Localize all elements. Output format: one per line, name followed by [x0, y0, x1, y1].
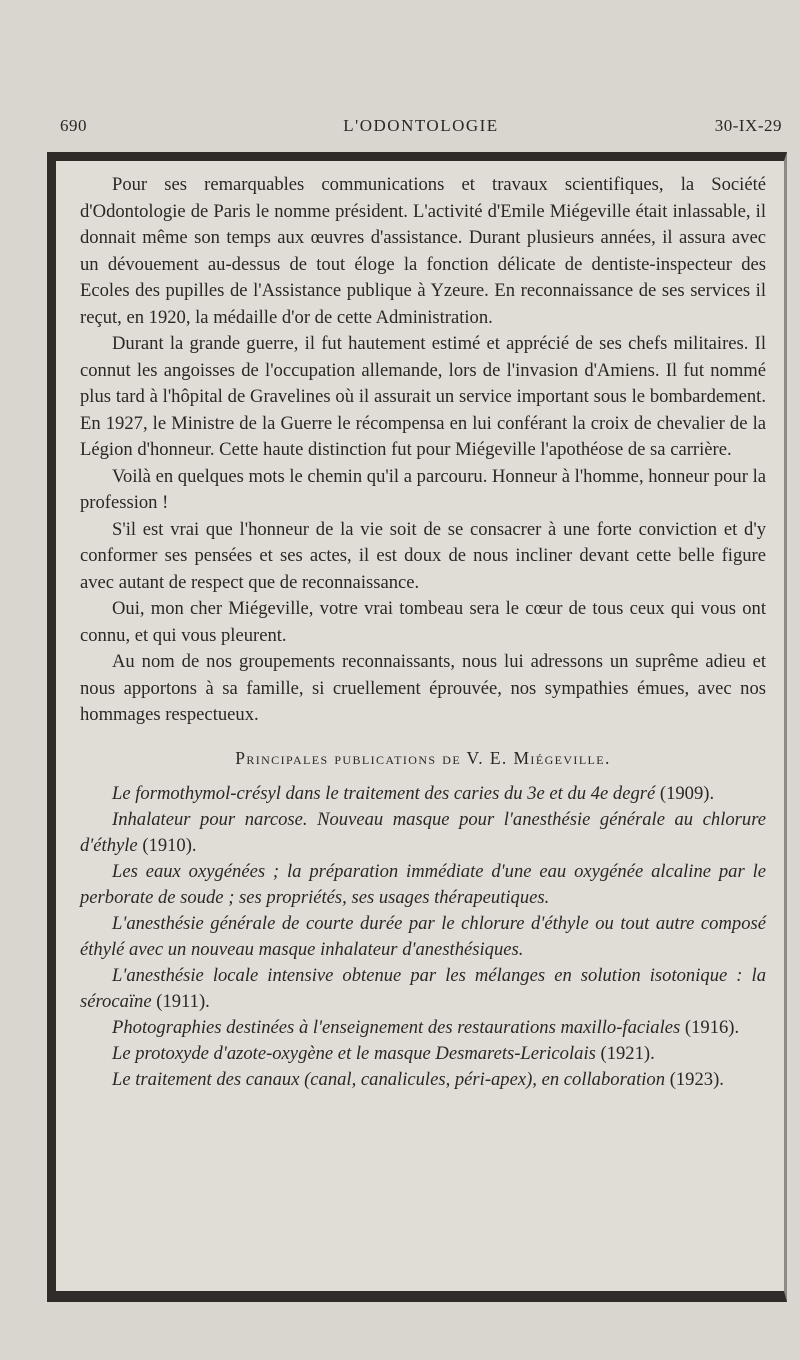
- paragraph-6: Au nom de nos groupements reconnaissants, nous lui adressons un suprême adieu et nous apportons à sa famille, si cruellement éprouvée, nos sympathies émues, avec nos hommages respectueux.: [80, 651, 766, 725]
- publication-item: [80, 807, 766, 859]
- publication-title: Le protoxyde d'azote-oxygène et le masque Desmarets-Lericolais: [112, 1043, 596, 1064]
- paragraph-2: Durant la grande guerre, il fut hautement estimé et apprécié de ses chefs militaires. Il connut les angoisses de l'occupation allemande, lors de l'invasion d'Amiens. Il fut nommé plus tard à l'hôpital de Gravelines où il assurait un service important sous le bombardement. En 1927, le Ministre de la Guerre le récompensa en lui conférant la croix de chevalier de la Légion d'honneur. Cette haute distinction fut pour Miégeville l'apothéose de sa carrière.: [80, 333, 766, 460]
- paragraph-5: Oui, mon cher Miégeville, votre vrai tombeau sera le cœur de tous ceux qui vous ont connu, et qui vous pleurent.: [80, 598, 766, 646]
- publication-item: [80, 1015, 766, 1041]
- publication-title: Inhalateur pour narcose. Nouveau masque pour l'anesthésie générale au chlorure d'éthyle: [80, 809, 766, 856]
- publication-item: [80, 1067, 766, 1093]
- publication-year: (1921).: [600, 1043, 655, 1064]
- page-header: [60, 116, 782, 140]
- publication-title: Le traitement des canaux (canal, canalicules, péri-apex), en collaboration: [112, 1069, 666, 1090]
- publication-title: Le formothymol-crésyl dans le traitement des caries du 3e et du 4e degré: [112, 783, 656, 804]
- publication-year: (1916).: [684, 1017, 740, 1038]
- article-body: [80, 172, 766, 1093]
- publication-item: [80, 1041, 766, 1067]
- publications-list: [80, 781, 766, 1093]
- publication-year: (1910).: [142, 835, 197, 856]
- paragraph-1: Pour ses remarquables communications et travaux scientifiques, la Société d'Odontologie de Paris le nomme président. L'activité d'Emile Miégeville était inlassable, il donnait même son temps aux œuvres d'assistance. Durant plusieurs années, il assura avec un dévouement au-dessus de tout éloge la fonction délicate de dentiste-inspecteur des Ecoles des pupilles de l'Assistance publique à Yzeure. En reconnaissance de ses services il reçut, en 1920, la médaille d'or de cette Administration.: [80, 174, 766, 328]
- publication-item: [80, 859, 766, 911]
- publication-item: [80, 963, 766, 1015]
- issue-date: 30-IX-29: [714, 116, 782, 135]
- publications-heading: Principales publications de V. E. Miégeville.: [235, 747, 611, 768]
- paragraph-4: S'il est vrai que l'honneur de la vie soit de se consacrer à une forte conviction et d'y conformer ses pensées et ses actes, il est doux de nous incliner devant cette belle figure avec autant de respect que de reconnaissance.: [80, 518, 766, 593]
- publication-year: (1909).: [659, 783, 715, 804]
- page-number: 690: [60, 116, 87, 135]
- publication-title: L'anesthésie locale intensive obtenue par les mélanges en solution isotonique : la sérocaïne: [80, 965, 766, 1012]
- publication-year: (1911).: [156, 991, 210, 1012]
- journal-title: L'ODONTOLOGIE: [343, 116, 499, 135]
- publication-title: Les eaux oxygénées ; la préparation immédiate d'une eau oxygénée alcaline par le perborate de soude ; ses propriétés, ses usages thérapeutiques.: [80, 861, 766, 908]
- publication-title: L'anesthésie générale de courte durée par le chlorure d'éthyle ou tout autre composé éthylé avec un nouveau masque inhalateur d'anesthésiques.: [80, 913, 766, 960]
- publication-item: [80, 781, 766, 807]
- publication-title: Photographies destinées à l'enseignement des restaurations maxillo-faciales: [112, 1017, 681, 1038]
- paragraph-3: Voilà en quelques mots le chemin qu'il a parcouru. Honneur à l'homme, honneur pour la profession !: [80, 465, 766, 513]
- publication-item: [80, 911, 766, 963]
- publication-year: (1923).: [669, 1069, 724, 1090]
